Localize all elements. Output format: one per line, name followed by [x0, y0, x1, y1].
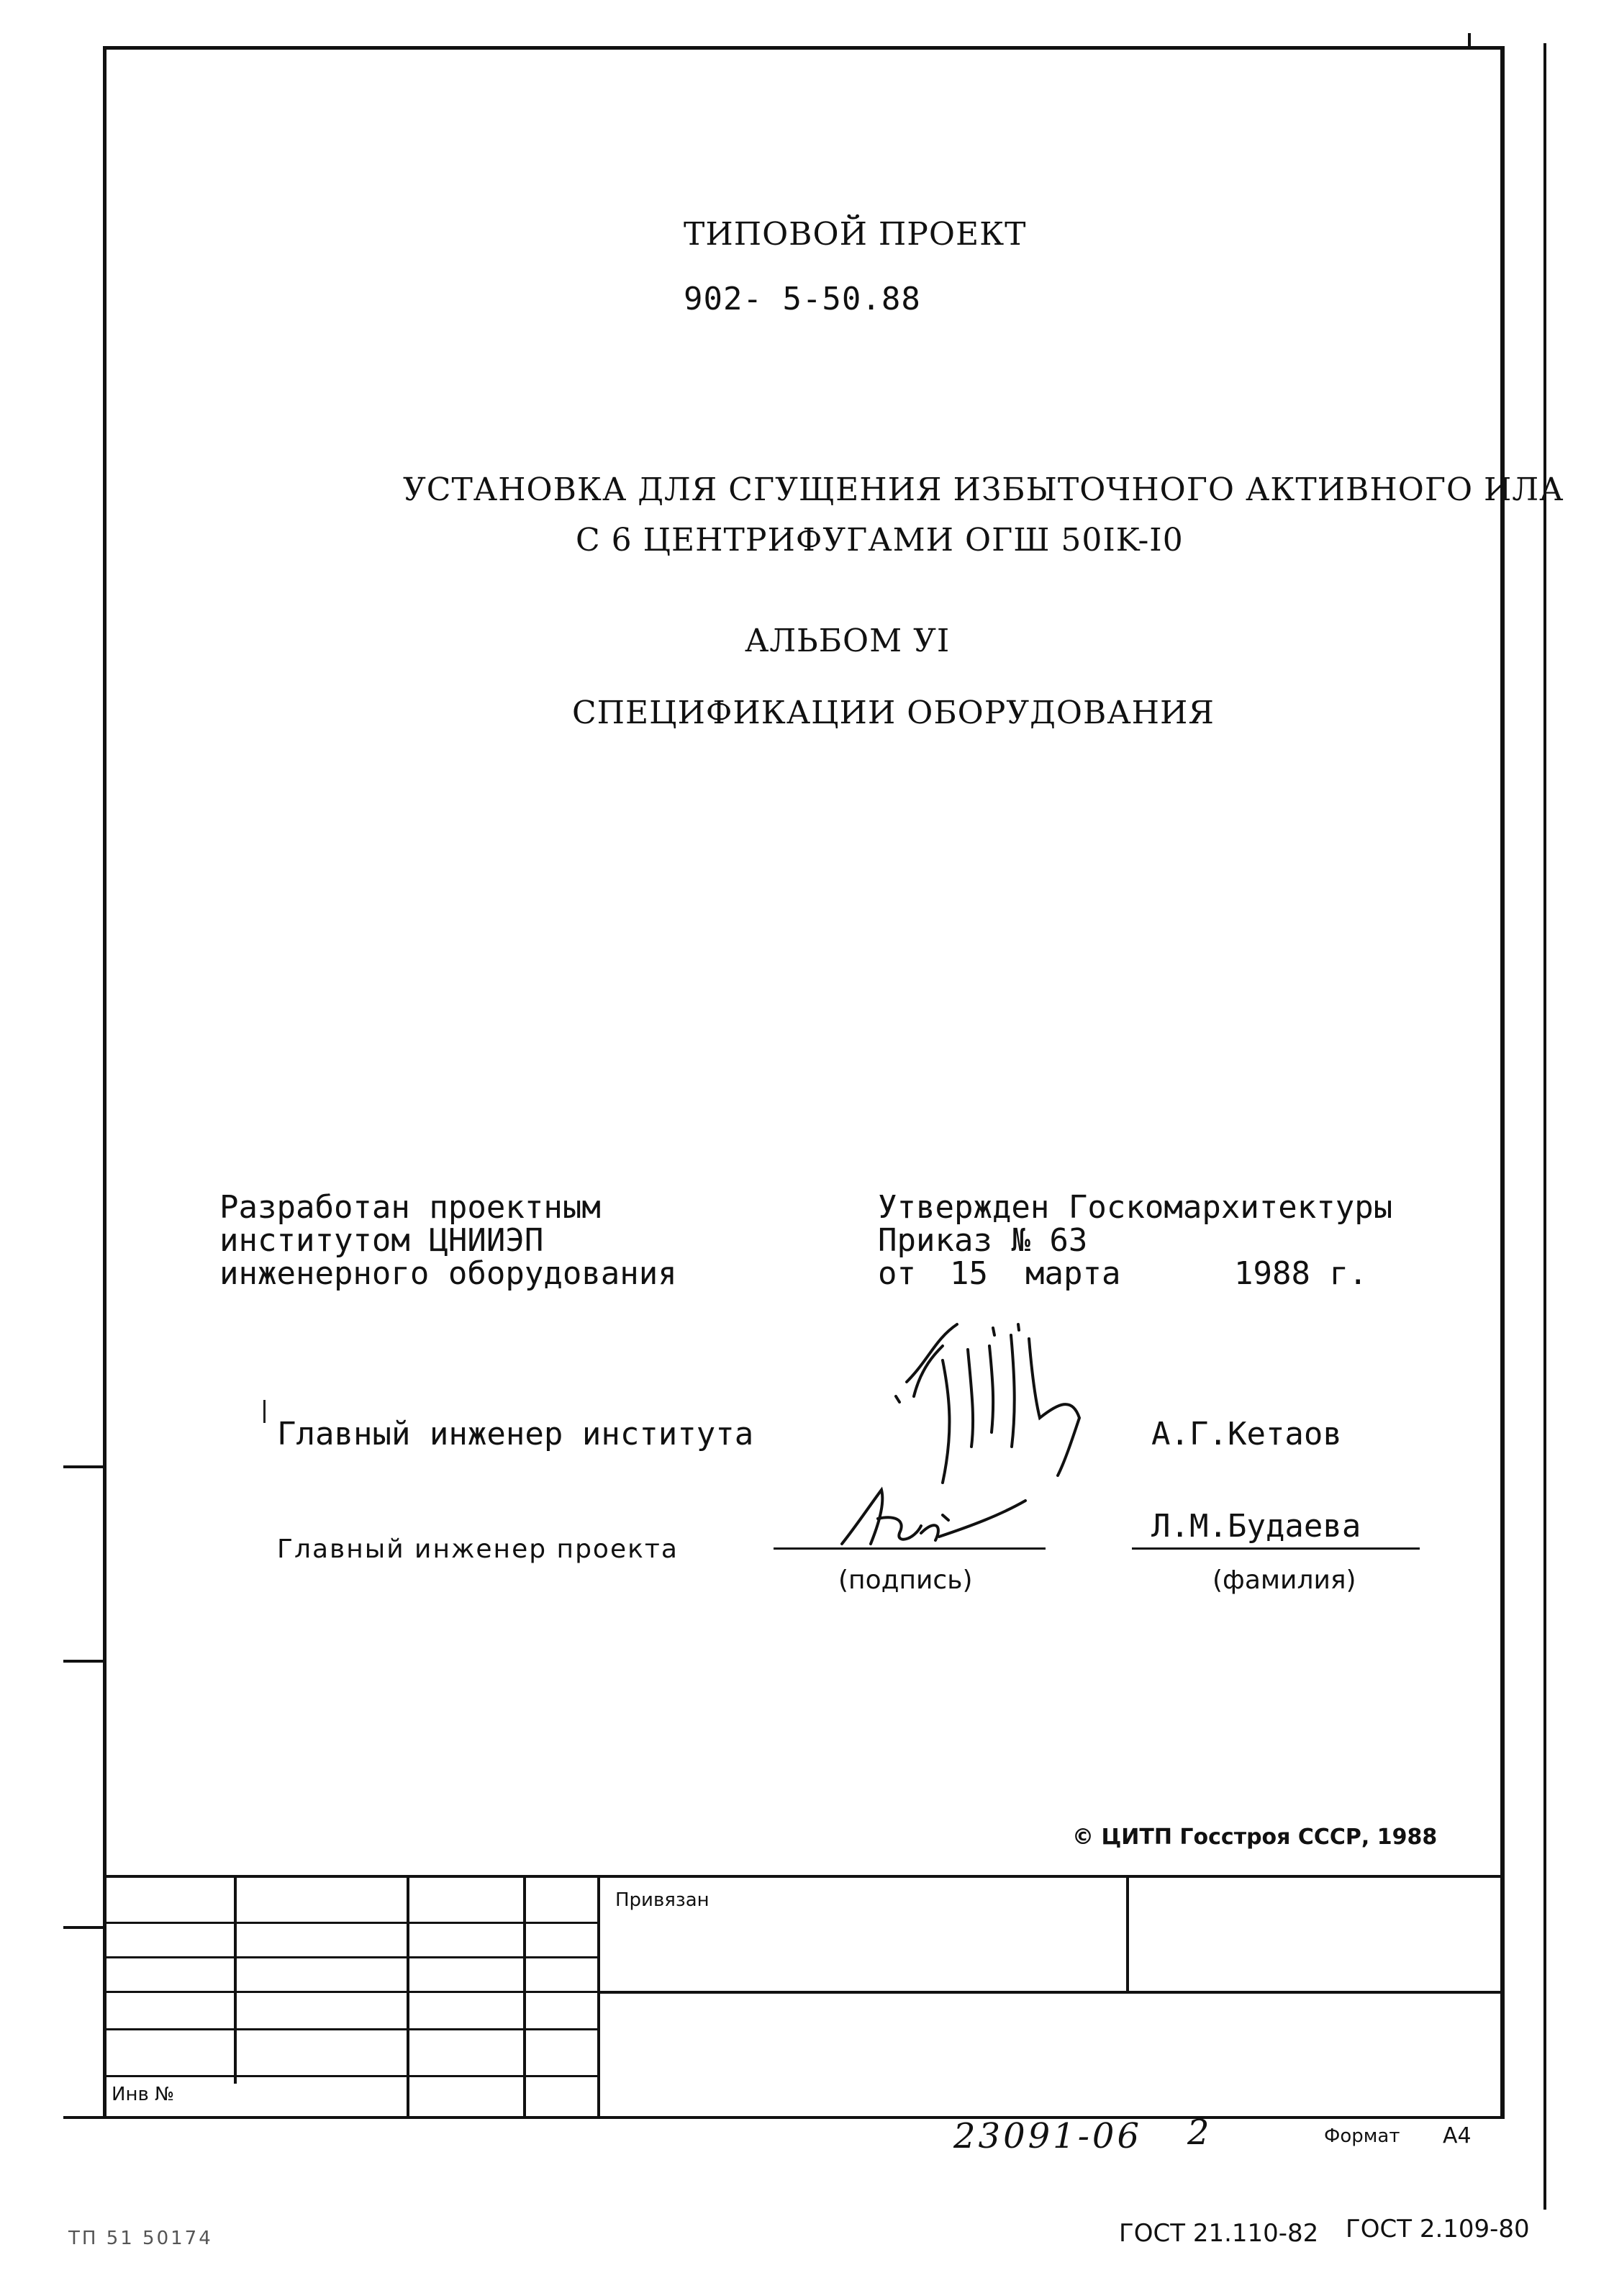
chief-engineer-project-label: Главный инженер проекта	[277, 1535, 679, 1564]
album-number: АЛЬБОМ УI	[745, 623, 951, 659]
frame-right-border	[1500, 46, 1505, 2119]
project-type: ТИПОВОЙ ПРОЕКТ	[684, 216, 1027, 253]
bottom-left-code: ТП 51 50174	[68, 2228, 213, 2249]
margin-tick	[63, 1926, 105, 1929]
surname-caption: (фамилия)	[1212, 1565, 1356, 1595]
chief-engineer-project-name: Л.М.Будаева	[1151, 1508, 1361, 1545]
stamp-right-divider	[597, 1991, 1504, 1994]
document-code: 23091-06	[953, 2116, 1142, 2156]
margin-mark	[263, 1400, 266, 1423]
approval-date-prefix: от	[878, 1255, 916, 1292]
approval-date-day: 15	[950, 1255, 988, 1292]
developer-line-3: инженерного оборудования	[219, 1255, 677, 1292]
frame-top-border	[103, 46, 1504, 50]
signature-underline	[774, 1547, 1046, 1550]
stamp-col-line	[1126, 1875, 1129, 1992]
stamp-row-line	[103, 1991, 599, 1993]
stamp-top-line	[103, 1875, 1504, 1878]
approval-date-year: 1988 г.	[1234, 1255, 1368, 1292]
document-title-line-2: С 6 ЦЕНТРИФУГАМИ ОГШ 50IK-I0	[576, 522, 1184, 559]
margin-tick	[63, 1660, 105, 1663]
chief-engineer-institute-name: А.Г.Кетаов	[1151, 1416, 1342, 1452]
surname-underline	[1132, 1547, 1420, 1550]
director-signature	[885, 1296, 1115, 1504]
project-engineer-signature	[828, 1475, 1036, 1555]
frame-corner-tick	[1468, 33, 1471, 49]
album-title: СПЕЦИФИКАЦИИ ОБОРУДОВАНИЯ	[572, 695, 1215, 731]
stamp-col-line	[523, 1875, 526, 2116]
stamp-col-line	[597, 1875, 600, 2116]
chief-engineer-institute-label: Главный инженер института	[277, 1416, 754, 1452]
stamp-col-line	[407, 1875, 409, 2116]
frame-outer-right-border	[1543, 43, 1546, 2210]
stamp-row-line	[103, 2028, 599, 2030]
standard-gost-21-110: ГОСТ 21.110-82	[1119, 2219, 1319, 2248]
stamp-row-line	[103, 1956, 599, 1958]
signature-caption: (подпись)	[838, 1565, 973, 1595]
stamp-row-line	[103, 1922, 599, 1924]
inventory-label: Инв №	[112, 2084, 175, 2105]
approval-date-month: марта	[1025, 1255, 1121, 1292]
copyright-notice: © ЦИТП Госстроя СССР, 1988	[1072, 1825, 1438, 1850]
margin-tick	[63, 1465, 105, 1468]
document-title-line-1: УСТАНОВКА ДЛЯ СГУЩЕНИЯ ИЗБЫТОЧНОГО АКТИВНОГО ИЛА	[403, 471, 1564, 508]
developer-line-1: Разработан проектным	[219, 1189, 601, 1226]
stamp-row-line	[103, 2075, 599, 2077]
approval-order: Приказ № 63	[878, 1222, 1088, 1259]
standard-gost-2-109: ГОСТ 2.109-80	[1346, 2215, 1530, 2243]
stamp-col-line	[234, 1875, 237, 2084]
format-label: Формат	[1324, 2125, 1400, 2147]
stamp-bottom-line	[63, 2116, 1505, 2119]
developer-line-2: институтом ЦНИИЭП	[219, 1222, 544, 1259]
approval-line-1: Утвержден Госкомархитектуры	[878, 1189, 1393, 1226]
attached-label: Привязан	[615, 1889, 709, 1911]
frame-left-border	[103, 46, 106, 2119]
format-value: А4	[1443, 2123, 1472, 2148]
project-number: 902- 5-50.88	[684, 281, 921, 317]
sheet-number: 2	[1187, 2112, 1210, 2153]
